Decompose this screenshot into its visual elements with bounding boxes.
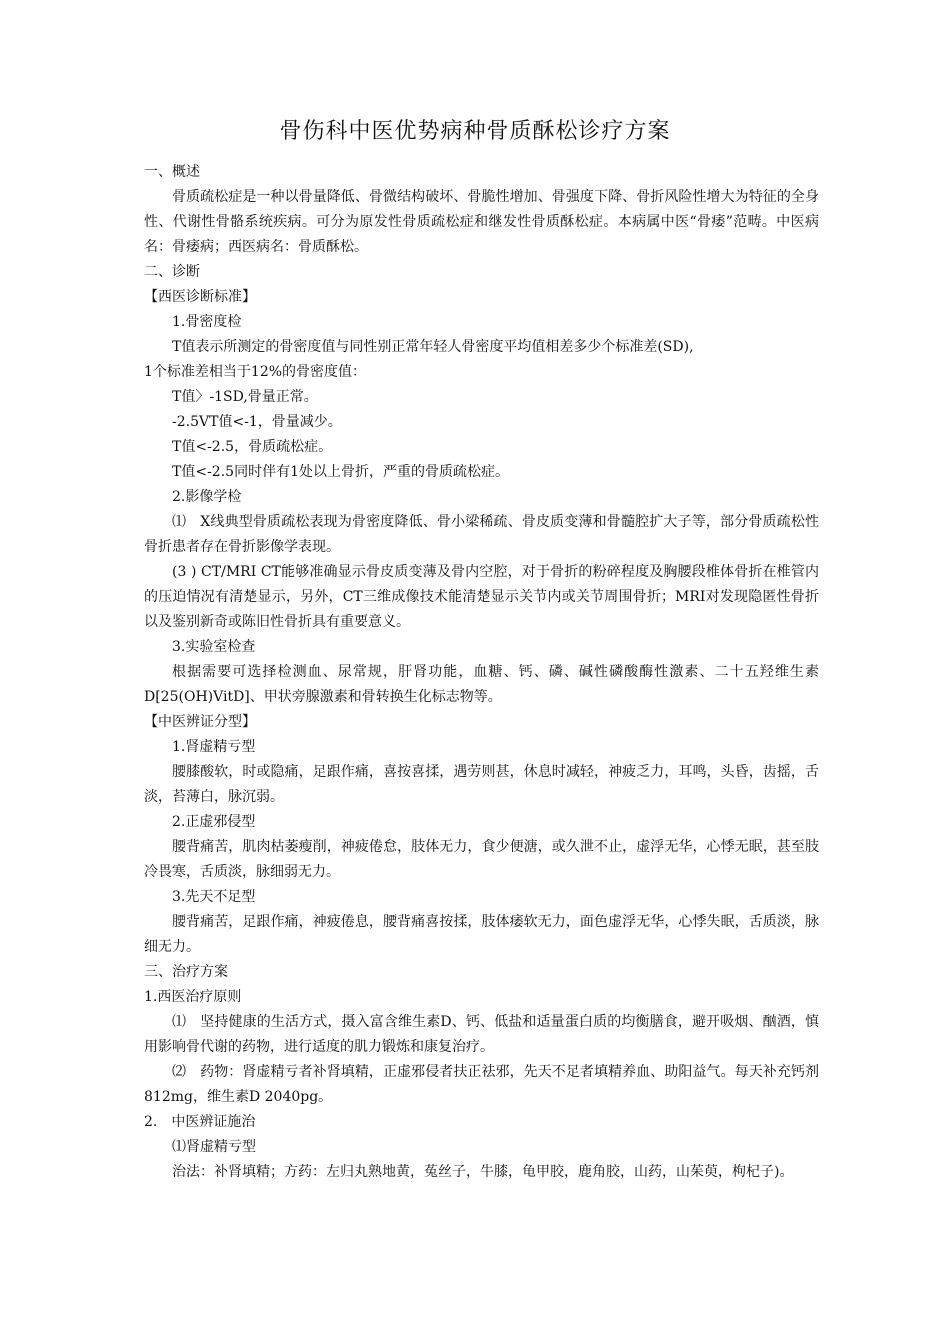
section-heading: 三、治疗方案 bbox=[144, 964, 228, 980]
paragraph: 1.肾虚精亏型 bbox=[172, 739, 256, 755]
section-heading: 1.西医治疗原则 bbox=[144, 989, 242, 1005]
section-heading: 2. 中医辨证施治 bbox=[144, 1114, 256, 1130]
paragraph: 2.正虚邪侵型 bbox=[172, 814, 256, 830]
document-body bbox=[144, 160, 819, 1185]
paragraph: T值<-2.5同时伴有1处以上骨折，严重的骨质疏松症。 bbox=[172, 464, 509, 480]
section-heading: 二、诊断 bbox=[144, 264, 200, 280]
section-heading: 1个标准差相当于12%的骨密度值： bbox=[144, 364, 367, 380]
paragraph: ⑴ 坚持健康的生活方式，摄入富含维生素D、钙、低盐和适量蛋白质的均衡膳食，避开吸烟、酗酒，慎用影响骨代谢的药物，进行适度的肌力锻炼和康复治疗。 bbox=[144, 1014, 819, 1055]
paragraph: 腰背痛苦，足跟作痛，神疲倦息，腰背痛喜按揉，肢体痿软无力，面色虚浮无华，心悸失眠，舌质淡，脉细无力。 bbox=[144, 914, 819, 955]
section-heading: 【中医辨证分型】 bbox=[144, 714, 256, 730]
paragraph: 骨质疏松症是一种以骨量降低、骨微结构破坏、骨脆性增加、骨强度下降、骨折风险性增大为特征的全身性、代谢性骨骼系统疾病。可分为原发性骨质疏松症和继发性骨质酥松症。本病属中医“骨痿”范畴。中医病名：骨痿病；西医病名：骨质酥松。 bbox=[144, 189, 819, 255]
document-title: 骨伤科中医优势病种骨质酥松诊疗方案 bbox=[279, 119, 671, 144]
paragraph: 3.实验室检查 bbox=[172, 639, 256, 655]
paragraph: 3.先天不足型 bbox=[172, 889, 256, 905]
section-heading: 【西医诊断标准】 bbox=[144, 289, 256, 305]
paragraph: 治法：补肾填精；方药：左归丸熟地黄，菟丝子，牛膝，龟甲胶，鹿角胶，山药，山茱萸，枸杞子)。 bbox=[172, 1164, 794, 1180]
paragraph: 1.骨密度检 bbox=[172, 314, 242, 330]
paragraph: T值〉-1SD,骨量正常。 bbox=[172, 389, 318, 405]
paragraph: ⑵ 药物：肾虚精亏者补肾填精，正虚邪侵者扶正祛邪，先天不足者填精养血、助阳益气。每天补充钙剂812mg，维生素D 2040pg。 bbox=[144, 1064, 819, 1105]
paragraph: T值<-2.5，骨质疏松症。 bbox=[172, 439, 333, 455]
paragraph: T值表示所测定的骨密度值与同性别正常年轻人骨密度平均值相差多少个标准差(SD), bbox=[172, 339, 694, 355]
paragraph: ⑴ X线典型骨质疏松表现为骨密度降低、骨小梁稀疏、骨皮质变薄和骨髓腔扩大子等，部分骨质疏松性骨折患者存在骨折影像学表现。 bbox=[144, 514, 819, 555]
paragraph: -2.5VT值<-1，骨量减少。 bbox=[172, 414, 342, 430]
paragraph: 腰膝酸软，时或隐痛，足跟作痛，喜按喜揉，遇劳则甚，休息时减轻，神疲乏力，耳鸣，头昏，齿摇，舌淡，苔薄白，脉沉弱。 bbox=[144, 764, 819, 805]
section-heading: 一、概述 bbox=[144, 164, 200, 180]
paragraph: 根据需要可选择检测血、尿常规，肝肾功能，血糖、钙、磷、碱性磷酸酶性激素、二十五羟维生素D[25(OH)VitD]、甲状旁腺激素和骨转换生化标志物等。 bbox=[144, 664, 819, 705]
paragraph: 2.影像学检 bbox=[172, 489, 242, 505]
paragraph: (3 ) CT/MRI CT能够准确显示骨皮质变薄及骨内空腔，对于骨折的粉碎程度及胸腰段椎体骨折在椎管内的压迫情况有清楚显示，另外，CT三维成像技术能清楚显示关节内或关节周围骨折；MRI对发现隐匿性骨折以及鉴别新奇或陈旧性骨折具有重要意义。 bbox=[144, 564, 819, 630]
paragraph: ⑴肾虚精亏型 bbox=[172, 1139, 256, 1155]
paragraph: 腰背痛苦，肌肉枯萎瘦削，神疲倦怠，肢体无力，食少便溏，或久泄不止，虚浮无华，心悸无眠，甚至肢冷畏寒，舌质淡，脉细弱无力。 bbox=[144, 839, 819, 880]
